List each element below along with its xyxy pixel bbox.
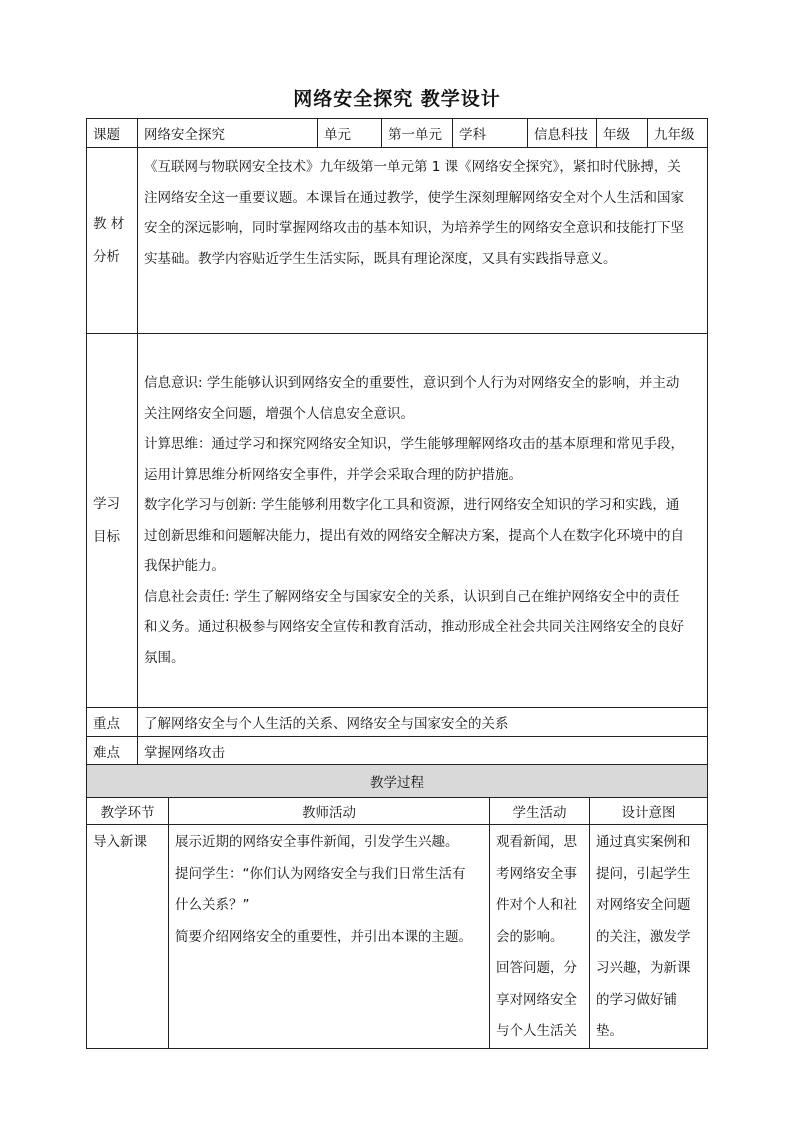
key-point-value: 了解网络安全与个人生活的关系、网络安全与国家安全的关系 [138, 708, 708, 737]
analysis-label: 教 材 分析 [87, 148, 138, 334]
info-row [87, 119, 708, 148]
unit-label: 单元 [318, 119, 382, 148]
key-point-label: 重点 [87, 708, 138, 737]
process-column-headers [87, 798, 708, 825]
table-row [87, 825, 708, 1049]
column-header-intent: 设计意图 [590, 798, 708, 825]
page-title: 网络安全探究 教学设计 [293, 88, 501, 110]
column-header-stage: 教学环节 [87, 798, 169, 825]
difficulty-value: 掌握网络攻击 [138, 737, 708, 766]
key-point-row [87, 708, 708, 737]
analysis-text: 《互联网与物联网安全技术》九年级第一单元第 1 课《网络安全探究》，紧扣时代脉搏，关 注网络安全这一重要议题。本课旨在通过教学，使学生深刻理解网络安全对个人生活和国家 安全的深远影响，同时掌握网络攻击的基本知识，为培养学生的网络安全意识和技能打下坚 实基础。教学内容贴近学生生活实际，既具有理论深度，又具有实践指导意义。 [138, 148, 708, 334]
topic-label: 课题 [87, 119, 138, 148]
difficulty-row [87, 737, 708, 766]
difficulty-label: 难点 [87, 737, 138, 766]
column-header-teacher: 教师活动 [169, 798, 490, 825]
goals-text: 信息意识: 学生能够认识到网络安全的重要性，意识到个人行为对网络安全的影响，并主动 关注网络安全问题，增强个人信息安全意识。 计算思维：通过学习和探究网络安全知识，学生能够理解网络攻击的基本原理和常见手段， 运用计算思维分析网络安全事件，并学会采取合理的防护措施。 数字化学习与创新: 学生能够利用数字化工具和资源，进行网络安全知识的学习和实践，通 过创新思维和问题解决能力，提出有效的网络安全解决方案，提高个人在数字化环境中的自 我保护能力。 信息社会责任: 学生了解网络安全与国家安全的关系，认识到自己在维护网络安全中的责任 和义务。通过积极参与网络安全宣传和教育活动，推动形成全社会共同关注网络安全的良好 氛围。 [138, 334, 708, 708]
goals-row [87, 334, 708, 708]
teaching-process-table [86, 764, 708, 1049]
column-header-student: 学生活动 [490, 798, 590, 825]
subject-label: 学科 [453, 119, 528, 148]
course-info-table [86, 118, 708, 766]
goals-label: 学习 目标 [87, 334, 138, 708]
grade-label: 年级 [597, 119, 648, 148]
subject-value: 信息科技 [528, 119, 597, 148]
design-intent-cell: 通过真实案例和 提问，引起学生 对网络安全问题 的关注，激发学 习兴趣，为新课 的学习做好铺垫。 [590, 825, 708, 1049]
process-heading: 教学过程 [87, 765, 708, 798]
stage-cell: 导入新课 [87, 825, 169, 1049]
unit-value: 第一单元 [382, 119, 453, 148]
grade-value: 九年级 [648, 119, 708, 148]
analysis-row [87, 148, 708, 334]
topic-value: 网络安全探究 [138, 119, 318, 148]
student-activity-cell: 观看新闻，思 考网络安全事 件对个人和社 会的影响。 回答问题，分 享对网络安全 与个人生活关 [490, 825, 590, 1049]
teacher-activity-cell: 展示近期的网络安全事件新闻，引发学生兴趣。 提问学生：“你们认为网络安全与我们日常生活有 什么关系？” 简要介绍网络安全的重要性，并引出本课的主题。 [169, 825, 490, 1049]
